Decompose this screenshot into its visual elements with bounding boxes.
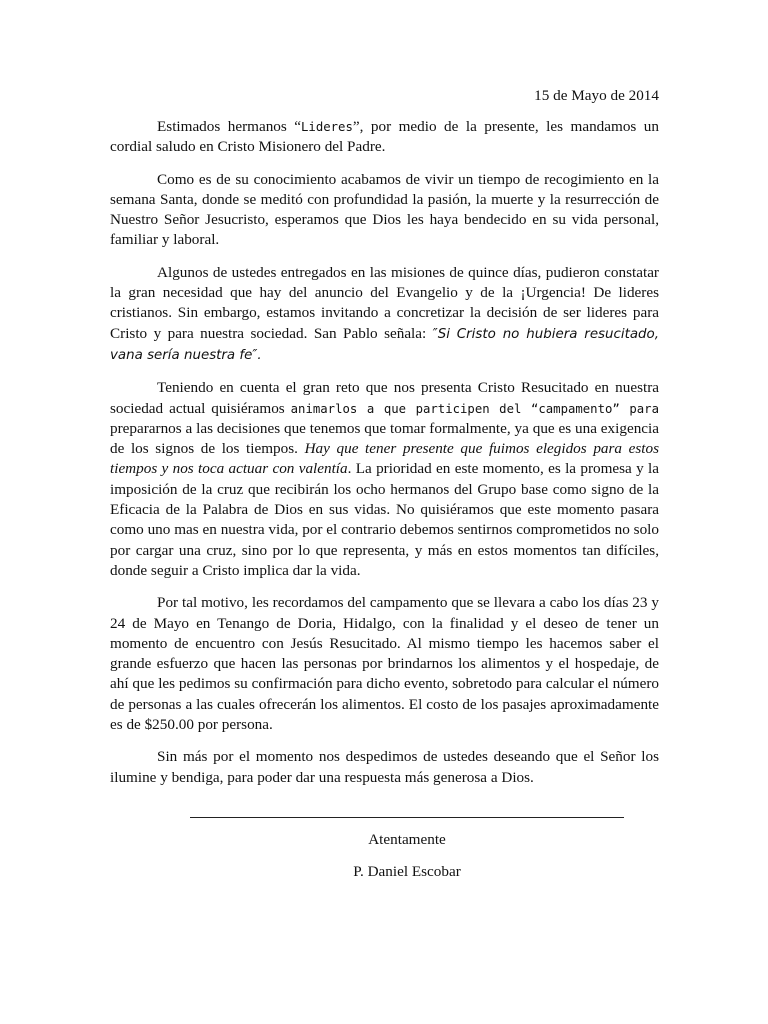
paragraph-campamento: Por tal motivo, les recordamos del campamento que se llevara a cabo los días 23 y 24 de Mayo en Tenango de Doria, Hidalgo, con la finalidad y el deseo de tener un momento de encuentro con Jesús Resucitado. Al mismo tiempo les hacemos saber el grande esfuerzo que hacen las personas por brindarnos los alimentos y el hospedaje, de ahí que les pedimos su confirmación para dicho evento, sobretodo para calcular el número de personas a las cuales ofrecerán los alimentos. El costo de los pasajes aproximadamente es de $250.00 por persona. <box>110 594 659 734</box>
reto-text-3: . La prioridad en este momento, es la promesa y la imposición de la cruz que recibirán los ocho hermanos del Grupo base como signo de la Eficacia de la Palabra de Dios en sus vidas. No quisiéramos que este momento pasara como uno mas en nuestra vida, por el contrario debemos sentirnos comprometidos no solo por cargar una cruz, sino por lo que representa, y más en estos momentos tan difíciles, donde seguir a Cristo implica dar la vida. <box>110 460 659 579</box>
reto-text-1: Teniendo en cuenta el gran reto que nos presenta Cristo Resucitado en nuestra sociedad actual quisiéramos <box>110 379 659 417</box>
greeting-text-end: ”, por medio de la presente, les mandamos un cordial saludo en Cristo Misionero del Padre. <box>110 118 659 156</box>
misiones-text: Algunos de ustedes entregados en las misiones de quince días, pudieron constatar la gran necesidad que hay del anuncio del Evangelio y de la ¡Urgencia! De lideres cristianos. Sin embargo, estamos invitando a concretizar la decisión de ser lideres para Cristo y para nuestra sociedad. San Pablo señala: <box>110 263 659 342</box>
reto-campamento-phrase: animarlos a que participen del “campamento” para <box>290 401 659 416</box>
paragraph-reto <box>110 378 659 581</box>
paragraph-misiones <box>110 263 659 366</box>
closing-text: Atentamente <box>368 831 446 848</box>
paragraph-despedida: Sin más por el momento nos despedimos de ustedes deseando que el Señor los ilumine y bendiga, para poder dar una respuesta más generosa a Dios. <box>110 748 659 786</box>
reto-italic-phrase: Hay que tener presente que fuimos elegidos para estos tiempos y nos toca actuar con valentía <box>110 440 660 478</box>
greeting-lideres-word: Lideres <box>301 120 353 134</box>
signature-line <box>190 817 624 818</box>
signature-name: P. Daniel Escobar <box>353 863 461 880</box>
greeting-text-start: Estimados hermanos “ <box>157 118 302 135</box>
reto-text-2: prepararnos a las decisiones que tenemos que tomar formalmente, ya que es una exigencia de los signos de los tiempos. <box>110 419 659 458</box>
misiones-quote: ″Si Cristo no hubiera resucitado, vana sería nuestra fe″. <box>110 326 660 363</box>
paragraph-semana-santa: Como es de su conocimiento acabamos de vivir un tiempo de recogimiento en la semana Santa, donde se meditó con profundidad la pasión, la muerte y la resurrección de Nuestro Señor Jesucristo, esperamos que Dios les haya bendecido en su vida personal, familiar y laboral. <box>110 170 659 249</box>
paragraph-greeting <box>110 117 659 158</box>
letter-date: 15 de Mayo de 2014 <box>534 87 659 104</box>
letter-body <box>110 117 659 800</box>
